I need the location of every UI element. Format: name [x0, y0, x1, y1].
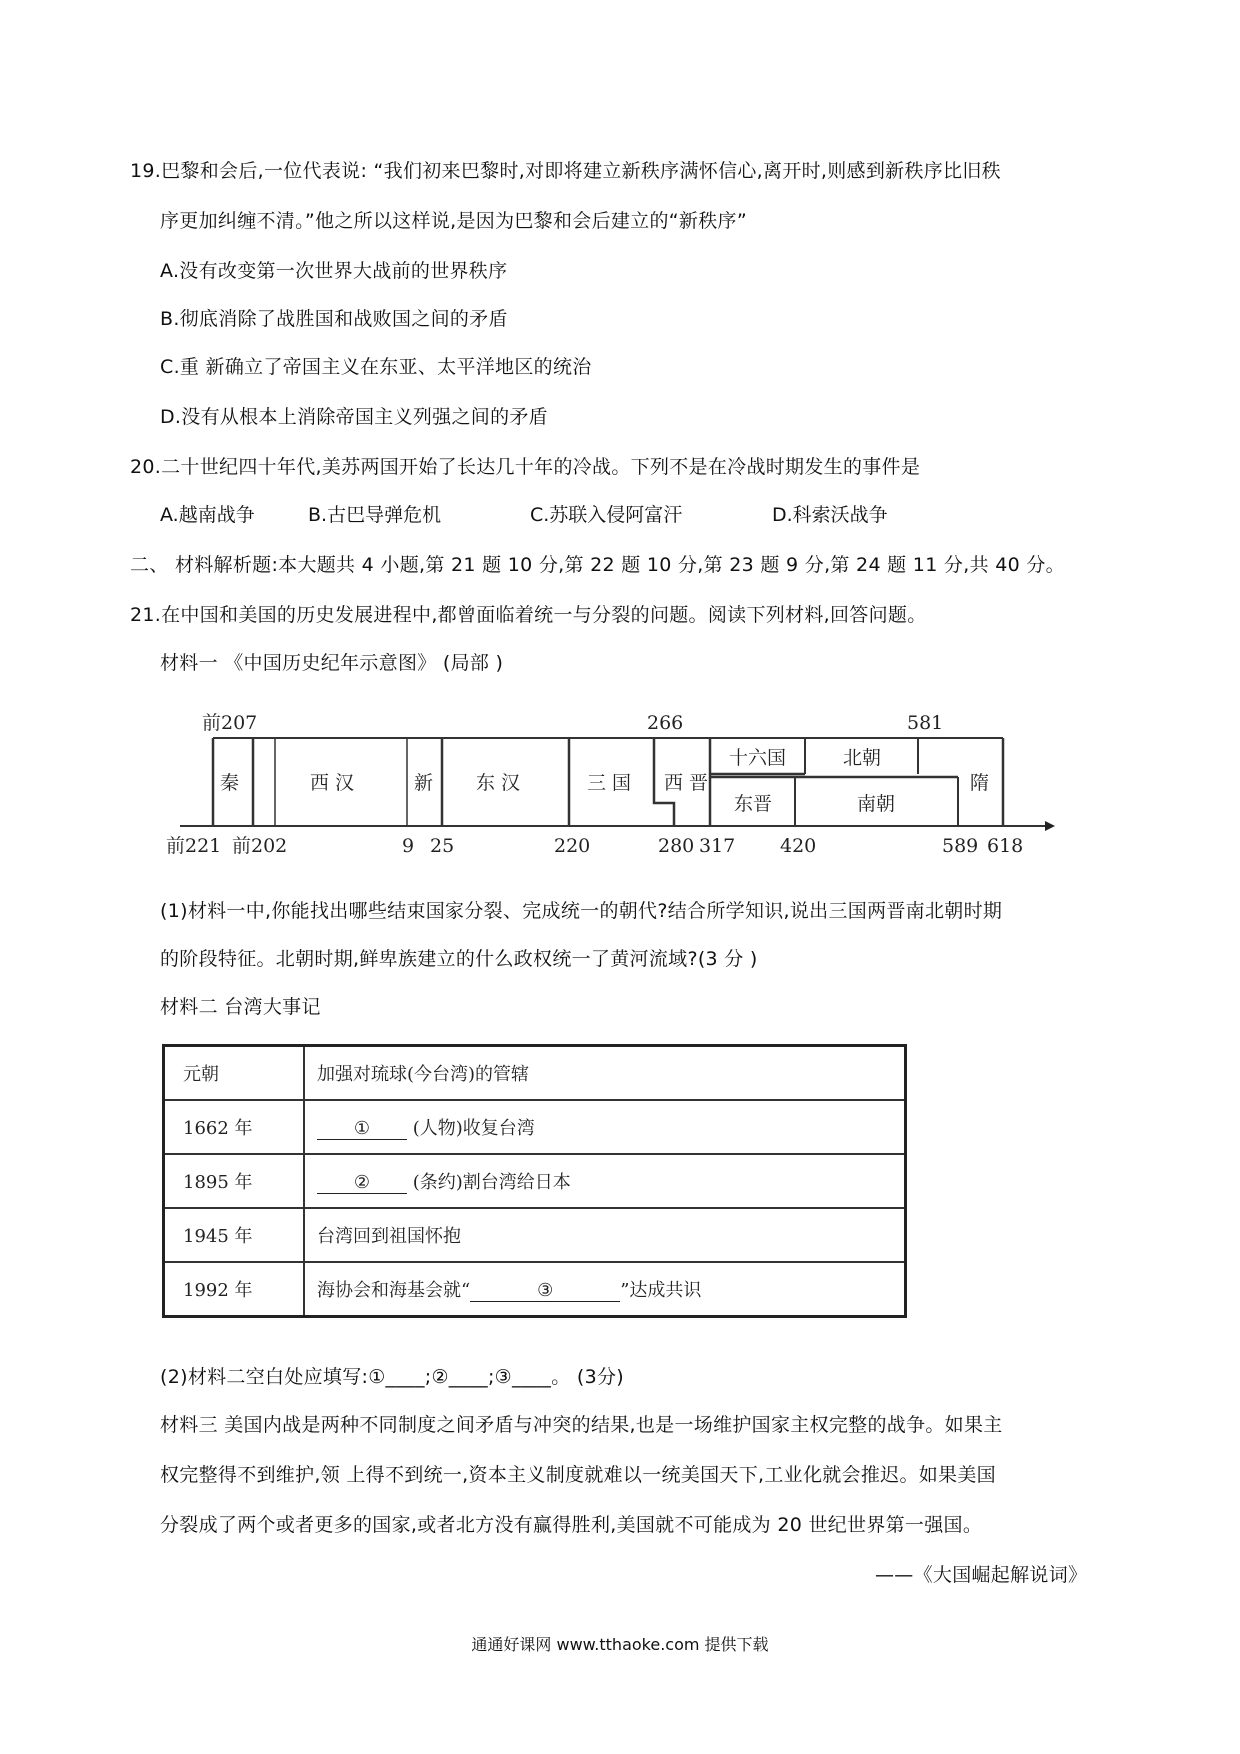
- q19-option-d: D.没有从根本上消除帝国主义列强之间的矛盾: [160, 406, 548, 428]
- table-row: [164, 1208, 906, 1262]
- fill-blank-2[interactable]: ②: [317, 1173, 407, 1194]
- top-label: 581: [907, 712, 944, 734]
- event-cell: [304, 1208, 906, 1262]
- dynasty-label: 十六国: [729, 747, 787, 769]
- event-cell: [304, 1100, 906, 1154]
- chronology-timeline: [166, 700, 1060, 860]
- q19-stem-line1: 19.巴黎和会后,一位代表说: “我们初来巴黎时,对即将建立新秩序满怀信心,离开时,则感到新秩序比旧秩: [130, 160, 1001, 182]
- dynasty-label: 西 汉: [310, 772, 355, 794]
- year-cell: 元朝: [164, 1046, 305, 1101]
- material3-source: ——《大国崛起解说词》: [875, 1564, 1088, 1586]
- table-row: [164, 1100, 906, 1154]
- bottom-label: 前221: [166, 835, 222, 857]
- dynasty-label: 东 汉: [476, 772, 521, 794]
- bottom-label: 317: [699, 835, 736, 857]
- event-text: (条约)割台湾给日本: [412, 1172, 571, 1193]
- material3-line2: 权完整得不到维护,领 上得不到统一,资本主义制度就难以一统美国天下,工业化就会推迟。如果美国: [160, 1464, 996, 1486]
- dynasty-label: 南朝: [857, 793, 896, 815]
- footer-watermark: 通通好课网 www.tthaoke.com 提供下载: [471, 1635, 769, 1654]
- bottom-label: 618: [987, 835, 1024, 857]
- event-prefix: 海协会和海基会就“: [317, 1280, 471, 1301]
- table-row: [164, 1046, 906, 1101]
- year-cell: 1662 年: [164, 1100, 305, 1154]
- q20-option-a: A.越南战争: [160, 504, 255, 526]
- table-row: [164, 1154, 906, 1208]
- bottom-label: 420: [780, 835, 817, 857]
- year-cell: 1945 年: [164, 1208, 305, 1262]
- event-text: ”达成共识: [620, 1280, 702, 1301]
- q20-option-b: B.古巴导弹危机: [308, 504, 442, 526]
- fill-blank-3[interactable]: ③: [470, 1281, 620, 1302]
- q19-option-c: C.重 新确立了帝国主义在东亚、太平洋地区的统治: [160, 356, 592, 378]
- bottom-label: 280: [658, 835, 695, 857]
- bottom-label: 前202: [232, 835, 288, 857]
- year-cell: 1895 年: [164, 1154, 305, 1208]
- top-label: 266: [647, 712, 684, 734]
- bottom-label: 9: [402, 835, 415, 857]
- bottom-label: 25: [430, 835, 455, 857]
- material3-line1: 材料三 美国内战是两种不同制度之间矛盾与冲突的结果,也是一场维护国家主权完整的战争。如果主: [160, 1414, 1003, 1436]
- material1-title: 材料一 《中国历史纪年示意图》 (局部 ): [160, 652, 504, 674]
- event-text: (人物)收复台湾: [412, 1118, 535, 1139]
- event-text: 台湾回到祖国怀抱: [317, 1226, 461, 1247]
- year-cell: 1992 年: [164, 1262, 305, 1317]
- bottom-label: 589: [942, 835, 979, 857]
- section2-heading: 二、 材料解析题:本大题共 4 小题,第 21 题 10 分,第 22 题 10 分,第 23 题 9 分,第 24 题 11 分,共 40 分。: [130, 554, 1065, 576]
- bottom-label: 220: [554, 835, 591, 857]
- sub-question-1-line2: 的阶段特征。北朝时期,鲜卑族建立的什么政权统一了黄河流域?(3 分 ): [160, 948, 758, 970]
- timeline-arrow-icon: [1045, 821, 1055, 831]
- q19-stem-line2: 序更加纠缠不清。”他之所以这样说,是因为巴黎和会后建立的“新秩序”: [160, 210, 747, 232]
- q21-stem: 21.在中国和美国的历史发展进程中,都曾面临着统一与分裂的问题。阅读下列材料,回答问题。: [130, 604, 927, 626]
- dynasty-label: 新: [414, 772, 434, 794]
- q20-option-d: D.科索沃战争: [772, 504, 888, 526]
- dynasty-label: 三 国: [587, 772, 632, 794]
- event-cell: [304, 1262, 906, 1317]
- event-cell: [304, 1154, 906, 1208]
- material3-line3: 分裂成了两个或者更多的国家,或者北方没有赢得胜利,美国就不可能成为 20 世纪世界第一强国。: [160, 1514, 983, 1536]
- top-label: 前207: [202, 712, 258, 734]
- q20-stem: 20.二十世纪四十年代,美苏两国开始了长达几十年的冷战。下列不是在冷战时期发生的事件是: [130, 456, 921, 478]
- dynasty-label: 东晋: [734, 793, 773, 815]
- dynasty-label: 西 晋: [664, 772, 709, 794]
- sub-question-2: (2)材料二空白处应填写:①____;②____;③____。 (3分): [160, 1366, 624, 1388]
- dynasty-label: 秦: [220, 772, 240, 794]
- fill-blank-1[interactable]: ①: [317, 1119, 407, 1140]
- q19-option-b: B.彻底消除了战胜国和战败国之间的矛盾: [160, 308, 508, 330]
- q20-option-c: C.苏联入侵阿富汗: [530, 504, 683, 526]
- dynasty-label: 隋: [970, 772, 990, 794]
- taiwan-events-table: [162, 1044, 907, 1318]
- q20-options: [160, 502, 888, 528]
- dynasty-label: 北朝: [843, 747, 882, 769]
- event-text: 加强对琉球(今台湾)的管辖: [317, 1064, 530, 1085]
- table-row: [164, 1262, 906, 1317]
- sub-question-1-line1: (1)材料一中,你能找出哪些结束国家分裂、完成统一的朝代?结合所学知识,说出三国两晋南北朝时期: [160, 900, 1003, 922]
- material2-title: 材料二 台湾大事记: [160, 996, 321, 1018]
- event-cell: [304, 1046, 906, 1101]
- q19-option-a: A.没有改变第一次世界大战前的世界秩序: [160, 260, 508, 282]
